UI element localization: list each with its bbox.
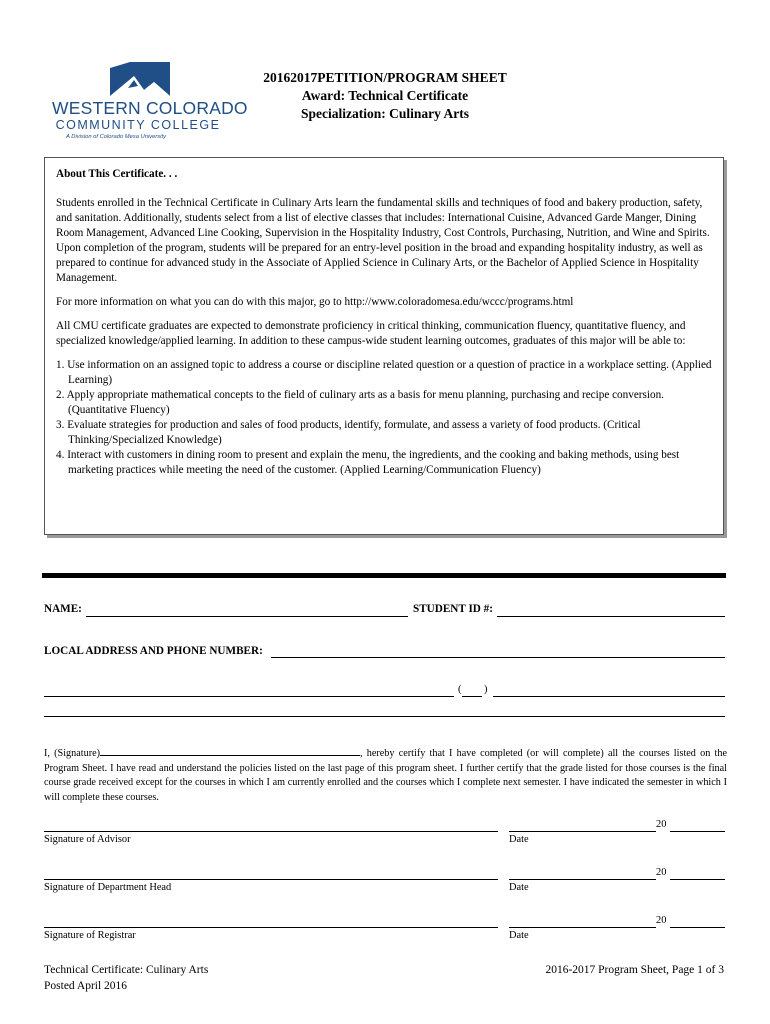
department-head-signature-field[interactable] (44, 879, 498, 880)
logo-tagline: A Division of Colorado Mesa University (66, 134, 166, 140)
certify-signature-field[interactable] (100, 745, 360, 756)
department-head-year-prefix: 20 (656, 867, 667, 878)
phone-area-code-field[interactable] (462, 696, 482, 697)
list-item: 4. Interact with customers in dining room to present and explain the menu, the ingredients, and the cooking and baking methods, using best marketing practices while meeting the need of the customer. (Applied Learning/Communication Fluency) (56, 449, 680, 476)
footer-program-name: Technical Certificate: Culinary Arts (44, 964, 209, 976)
list-item: 2. Apply appropriate mathematical concepts to the field of culinary arts as a basis for menu planning, purchasing and recipe conversion. (Quantitative Fluency) (56, 389, 664, 416)
more-info-text: For more information on what you can do with this major, go to (56, 296, 345, 308)
name-field[interactable] (86, 616, 408, 617)
registrar-signature-field[interactable] (44, 927, 498, 928)
student-id-field[interactable] (497, 616, 725, 617)
document-header (240, 69, 530, 123)
footer-page-number: 2016-2017 Program Sheet, Page 1 of 3 (545, 964, 724, 976)
outcomes-list (56, 358, 712, 478)
logo-wordmark: WESTERN COLORADO (52, 98, 248, 118)
header-award: Award: Technical Certificate (301, 88, 469, 103)
advisor-signature-label: Signature of Advisor (44, 834, 131, 845)
address-field-line1[interactable] (271, 657, 725, 658)
registrar-date-field[interactable] (509, 927, 656, 928)
certify-text: , hereby certify that I have completed (or will complete) all the courses listed on the Program Sheet. I have read and understand the policies listed on the last page of this program sheet. I further certify that the grade listed for those courses is the final course grade received except for the courses in which I am currently enrolled and the courses which I complete next semester. I have indicated the semester in which I will complete these courses. (44, 748, 727, 803)
header-specialization: Specialization: Culinary Arts (301, 106, 469, 121)
registrar-year-field[interactable] (670, 927, 725, 928)
program-link[interactable]: http://www.coloradomesa.edu/wccc/programs.html (344, 296, 574, 308)
certify-prefix: I, (Signature) (44, 748, 100, 759)
certification-statement (44, 745, 727, 805)
advisor-date-field[interactable] (509, 831, 656, 832)
student-id-label: STUDENT ID #: (413, 603, 493, 615)
footer-left (44, 962, 208, 994)
address-label: LOCAL ADDRESS AND PHONE NUMBER: (44, 645, 263, 657)
logo-subtitle: COMMUNITY COLLEGE (55, 118, 221, 132)
address-field-line3[interactable] (44, 716, 725, 717)
list-item: 3. Evaluate strategies for production and sales of food products, identify, formulate, and assess a variety of food products. (Critical Thinking/Specialized Knowledge) (56, 419, 641, 446)
name-label: NAME: (44, 603, 82, 615)
footer-posted-date: Posted April 2016 (44, 980, 128, 992)
address-field-line2[interactable] (44, 696, 454, 697)
registrar-date-label: Date (509, 930, 529, 941)
department-head-date-label: Date (509, 882, 529, 893)
advisor-signature-field[interactable] (44, 831, 498, 832)
college-logo (52, 62, 248, 140)
advisor-year-prefix: 20 (656, 819, 667, 830)
list-item: 1. Use information on an assigned topic to address a course or discipline related question or a question of practice in a workplace setting. (Applied Learning) (56, 359, 712, 386)
section-divider (42, 573, 726, 578)
header-title: 20162017PETITION/PROGRAM SHEET (263, 70, 507, 85)
phone-paren-open: ( (458, 684, 462, 695)
about-title: About This Certificate. . . (56, 168, 178, 180)
about-description: Students enrolled in the Technical Certificate in Culinary Arts learn the fundamental skills and techniques of food and bakery production, safety, and sanitation. Additionally, students select from a list of elective classes that includes: International Cuisine, Advanced Garde Manger, Dining Room Management, Advanced Line Cooking, Supervision in the Hospitality Industry, Cost Controls, Purchasing, Nutrition, and Wine and Spirits. Upon completion of the program, students will be prepared for an entry-level position in the broad and expanding hospitality industry, as well as prepared to continue for advanced study in the Associate of Applied Science in Culinary Arts, or the Bachelor of Applied Science in Hospitality Management. (56, 197, 710, 284)
department-head-date-field[interactable] (509, 879, 656, 880)
department-head-year-field[interactable] (670, 879, 725, 880)
advisor-date-label: Date (509, 834, 529, 845)
about-certificate-box (44, 157, 724, 535)
advisor-year-field[interactable] (670, 831, 725, 832)
more-info-paragraph (56, 295, 712, 310)
phone-number-field[interactable] (493, 696, 725, 697)
department-head-signature-label: Signature of Department Head (44, 882, 172, 893)
phone-paren-close: ) (484, 684, 488, 695)
registrar-signature-label: Signature of Registrar (44, 930, 136, 941)
outcomes-intro: All CMU certificate graduates are expected to demonstrate proficiency in critical thinking, communication fluency, quantitative fluency, and specialized knowledge/applied learning. In addition to these campus-wide student learning outcomes, graduates of this major will be able to: (56, 320, 686, 347)
mountain-logo-icon (110, 62, 170, 96)
registrar-year-prefix: 20 (656, 915, 667, 926)
